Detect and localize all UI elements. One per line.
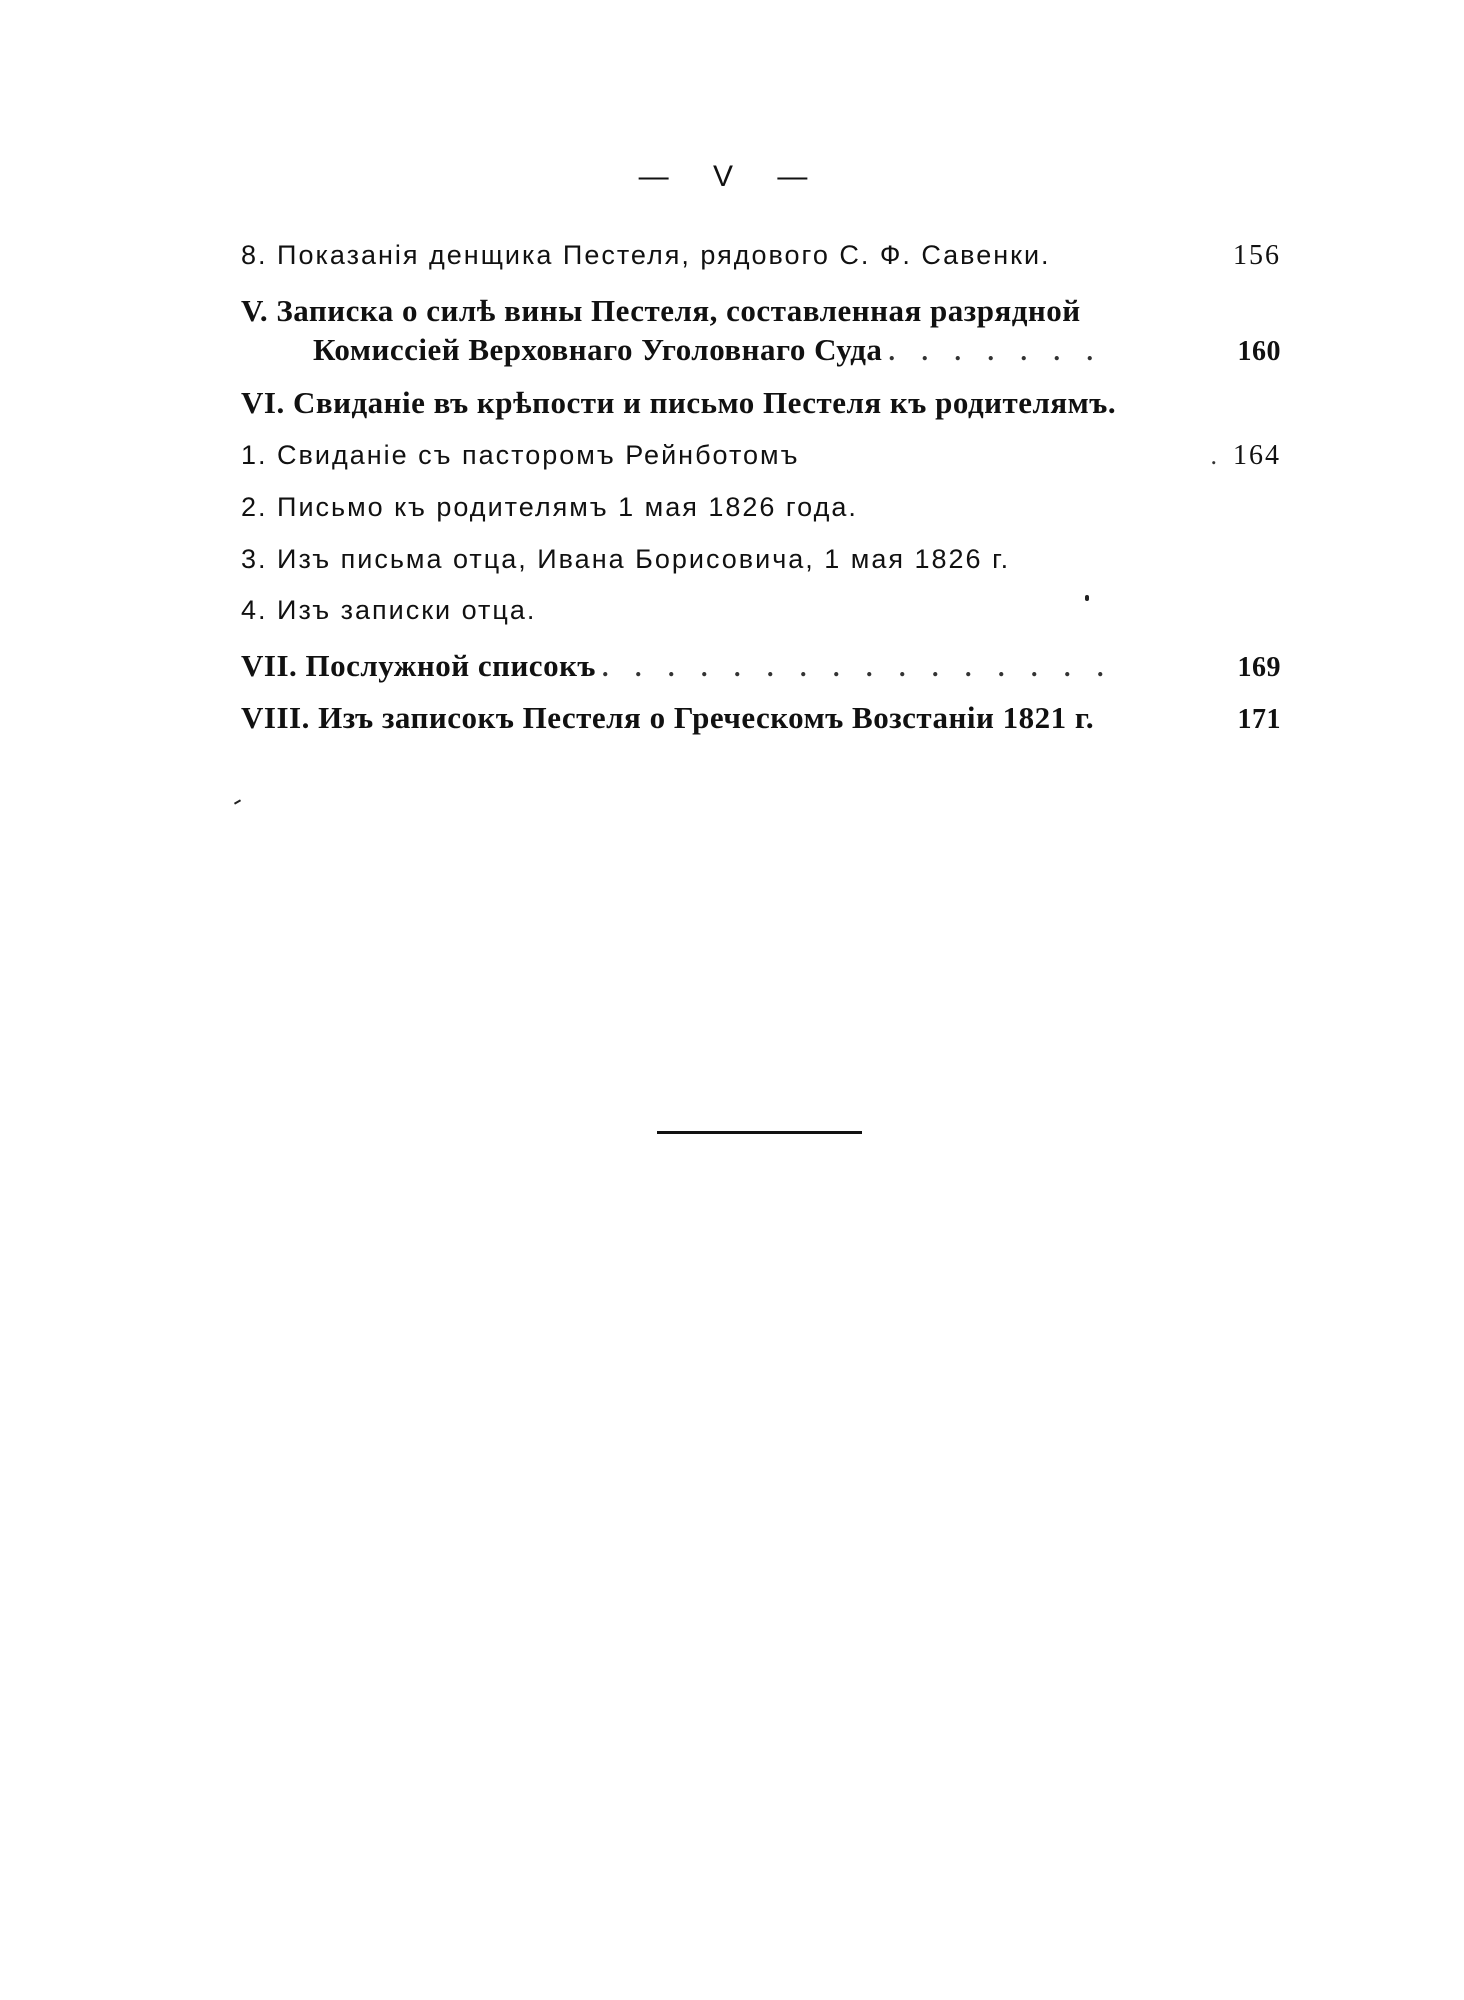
toc-section-v	[241, 293, 1281, 329]
toc-entry-number: V.	[241, 293, 269, 328]
toc-page-number: 171	[1237, 704, 1281, 735]
toc-entry-number: 3.	[241, 544, 268, 574]
toc-entry-title: Показанія денщика Пестеля, рядового С. Ф. Савенки.	[277, 240, 1051, 270]
page-number-marker: — V —	[638, 160, 826, 193]
end-rule-divider	[657, 1131, 862, 1134]
ink-mark	[234, 799, 241, 804]
toc-entry-number: VI.	[241, 385, 285, 420]
toc-entry-label	[241, 440, 799, 471]
toc-entry-title: Изъ записки отца.	[277, 595, 537, 625]
toc-entry-number: 2.	[241, 492, 268, 522]
toc-section-viii	[241, 700, 1281, 736]
toc-entry-title: Свиданіе въ крѣпости и письмо Пестеля къ родителямъ.	[292, 385, 1117, 420]
toc-leader: . . . . . . .	[888, 337, 1103, 366]
toc-entry-title: Свиданіе съ пасторомъ Рейнботомъ	[277, 440, 800, 470]
toc-entry-label	[241, 293, 1081, 329]
toc-entry-label	[241, 544, 1010, 575]
toc-entry-title: Письмо къ родителямъ 1 мая 1826 года.	[277, 492, 858, 522]
toc-entry-number: VII.	[241, 648, 298, 683]
toc-entry-1	[241, 440, 1281, 472]
toc-entry-number: 1.	[241, 440, 268, 470]
toc-page-number: 160	[1237, 336, 1281, 367]
toc-leader: . . . . . . . . . . . . . . . .	[602, 653, 1114, 682]
toc-entry-number: 4.	[241, 595, 268, 625]
toc-entry-label	[241, 240, 1051, 271]
toc-section-vii	[241, 648, 1281, 684]
toc-entry-4	[241, 595, 1281, 626]
toc-page-number: 169	[1237, 652, 1281, 683]
toc-entry-title: Послужной списокъ	[305, 648, 596, 683]
toc-entry-label	[241, 595, 536, 626]
toc-entry-number: VIII.	[241, 700, 310, 735]
toc-section-vi	[241, 385, 1281, 421]
toc-entry-number: 8.	[241, 240, 268, 270]
toc-entry-8	[241, 240, 1281, 272]
toc-entry-2	[241, 492, 1281, 523]
toc-page-number: 156	[1233, 240, 1281, 271]
toc-entry-title: Комиссіей Верховнаго Уголовнаго Суда	[313, 332, 883, 367]
toc-entry-label	[241, 648, 596, 684]
toc-entry-title: Записка о силѣ вины Пестеля, составленная разрядной	[276, 293, 1081, 328]
toc-entry-label	[241, 700, 1094, 736]
toc-entry-label	[241, 385, 1116, 421]
ink-speck	[1085, 595, 1089, 601]
toc-entry-3	[241, 544, 1281, 575]
toc-page-number: 164	[1233, 440, 1281, 471]
toc-section-v-continued	[241, 332, 1281, 368]
toc-entry-title: Изъ записокъ Пестеля о Греческомъ Возстаніи 1821 г.	[318, 700, 1095, 735]
toc-leader: .	[1210, 441, 1227, 470]
toc-entry-title: Изъ письма отца, Ивана Борисовича, 1 мая 1826 г.	[277, 544, 1011, 574]
toc-entry-label	[241, 492, 858, 523]
